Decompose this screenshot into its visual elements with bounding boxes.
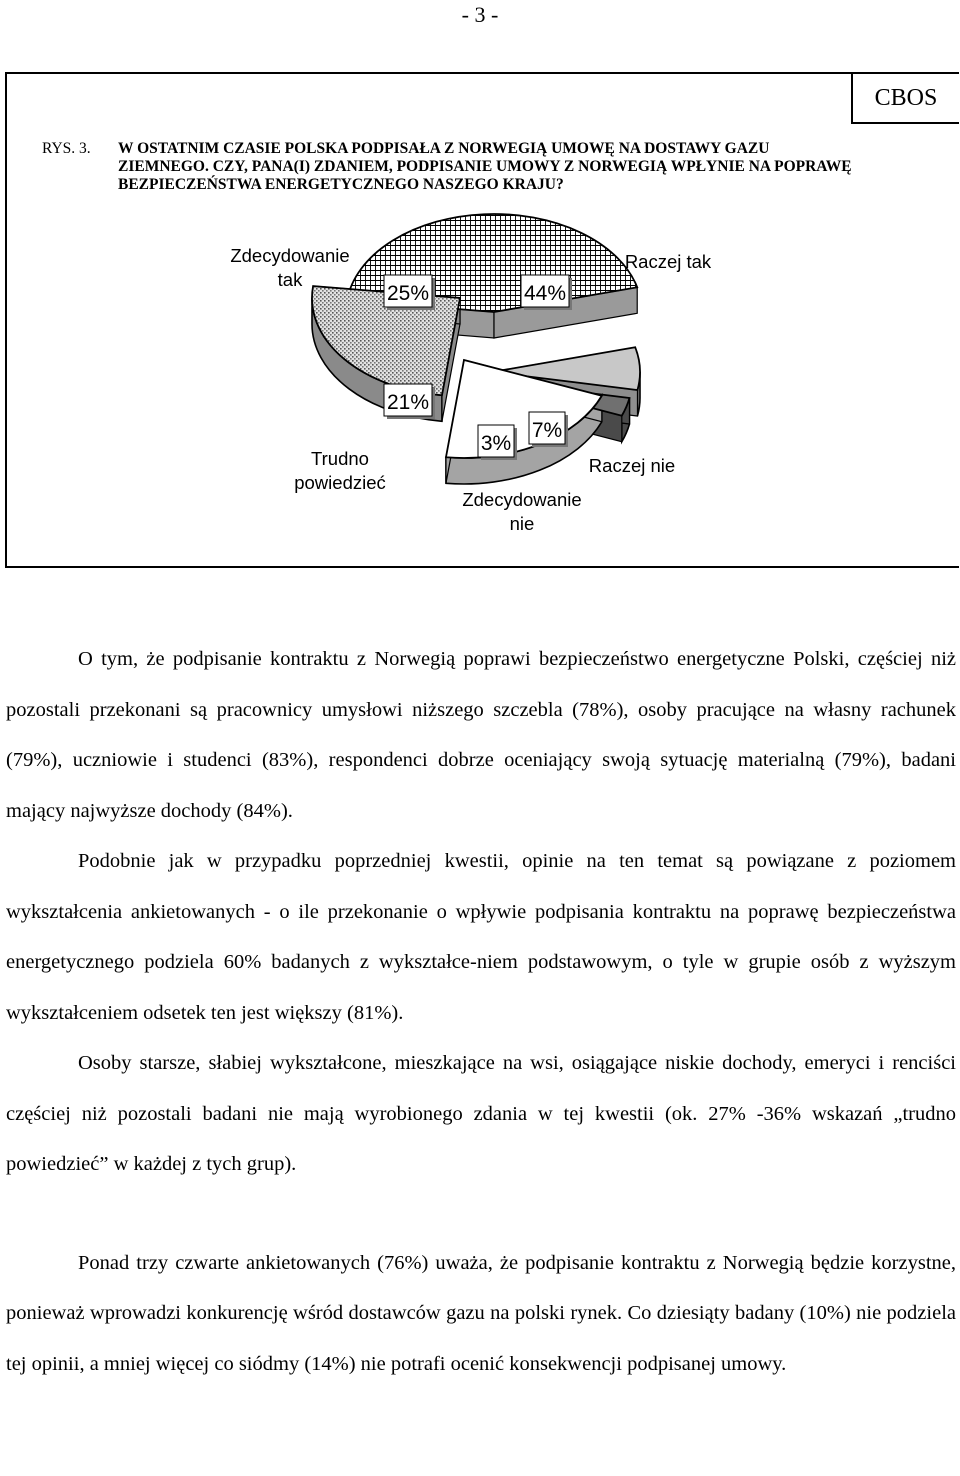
pie-chart (0, 0, 960, 580)
paragraph: O tym, że podpisanie kontraktu z Norwegią poprawi bezpieczeństwo energetyczne Polski, częściej niż pozostali przekonani są pracownicy umysłowi niższego szczebla (78%), osoby pracujące na własny rachunek (79%), uczniowie i studenci (83%), respondenci dobrze oceniający swoją sytuację materialną (79%), badani mający najwyższe dochody (84%). (6, 648, 956, 822)
category-label: nie (509, 513, 535, 534)
body-text (6, 634, 956, 1389)
page-number: - 3 - (461, 2, 499, 27)
figure-label: RYS. 3. (42, 140, 91, 157)
value-label: 44% (523, 282, 567, 305)
paragraph: Osoby starsze, słabiej wykształcone, mieszkające na wsi, osiągające niskie dochody, emeryci i renciści częściej niż pozostali badani nie mają wyrobionego zdania w tej kwestii (ok. 27% -36% wskazań „trudno powiedzieć” w każdej z tych grup). (6, 1052, 956, 1175)
category-label: Raczej tak (624, 251, 712, 272)
paragraph: Podobnie jak w przypadku poprzedniej kwestii, opinie na ten temat są powiązane z poziomem wykształcenia ankietowanych - o ile przekonanie o wpływie podpisania kontraktu na poprawę bezpieczeństwa energetycznego podziela 60% badanych z wykształce-niem podstawowym, o tyle w grupie osób z wyższym wykształceniem odsetek ten jest większy (81%). (6, 850, 956, 1024)
category-label: Trudno (311, 448, 369, 469)
value-label: 3% (480, 432, 512, 455)
category-label: Raczej nie (588, 455, 676, 476)
category-label: powiedzieć (294, 472, 386, 493)
category-label: Zdecydowanie (462, 489, 582, 510)
paragraph: Ponad trzy czwarte ankietowanych (76%) uważa, że podpisanie kontraktu z Norwegią będzie korzystne, ponieważ wprowadzi konkurencję wśród dostawców gazu na polski rynek. Co dziesiąty badany (10%) nie podziela tej opinii, a mniej więcej co siódmy (14%) nie potrafi ocenić konsekwencji podpisanej umowy. (6, 1251, 956, 1375)
figure-title: W OSTATNIM CZASIE POLSKA PODPISAŁA Z NORWEGIĄ UMOWĘ NA DOSTAWY GAZU ZIEMNEGO. CZY, PANA(I) ZDANIEM, PODPISANIE UMOWY Z NORWEGIĄ WPŁYNIE NA POPRAWĘ BEZPIECZEŃSTWA ENERGETYCZNEGO NASZEGO KRAJU? (118, 140, 852, 193)
category-label: Zdecydowanie (230, 245, 350, 266)
source-label: CBOS (851, 72, 959, 124)
category-label: tak (277, 269, 303, 290)
value-label: 25% (386, 282, 430, 305)
value-label: 21% (386, 391, 430, 414)
value-label: 7% (531, 419, 563, 442)
